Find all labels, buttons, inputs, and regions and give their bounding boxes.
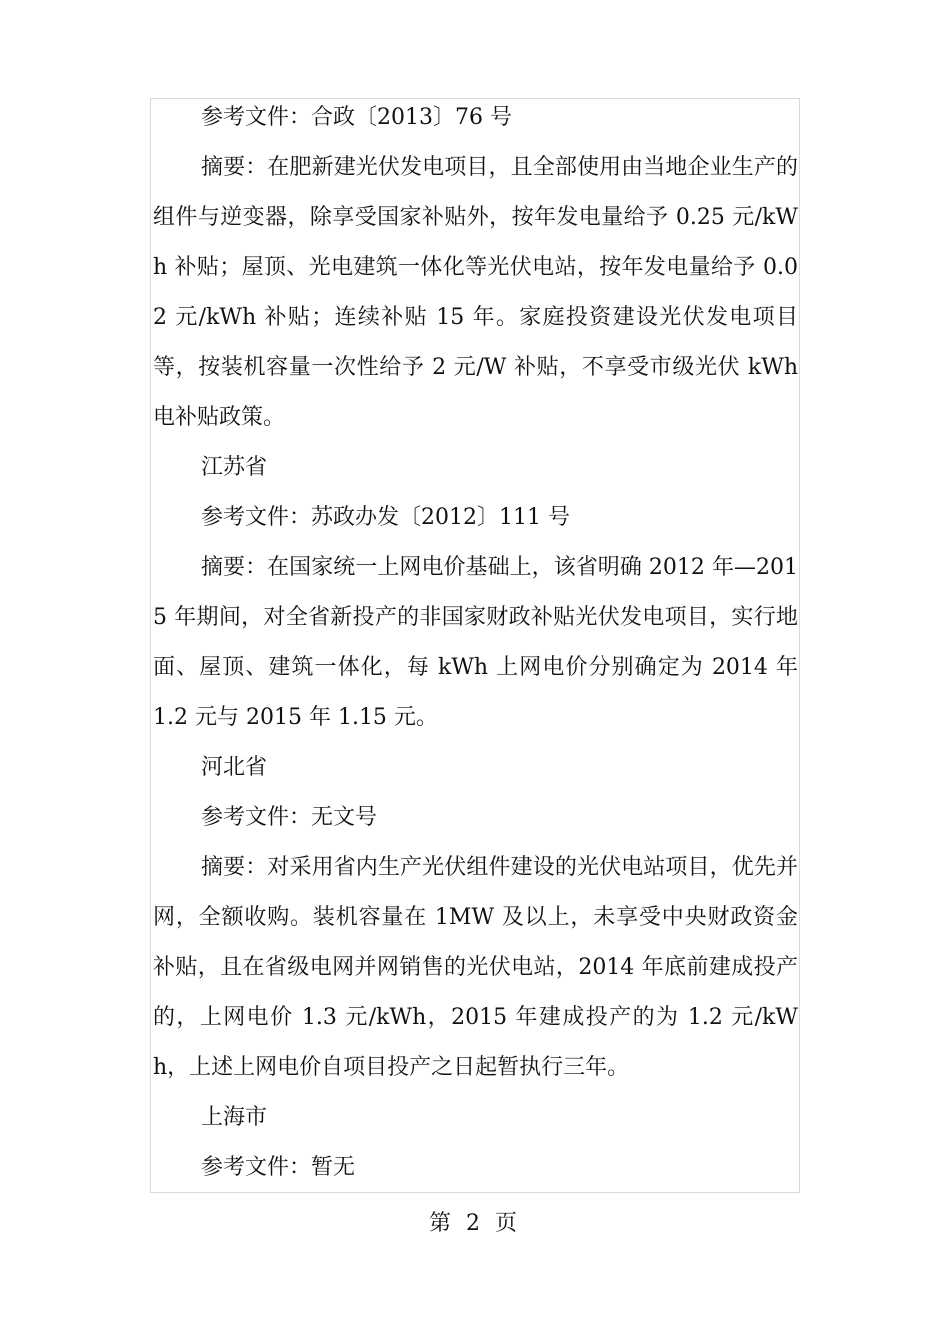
shanghai-reference: 参考文件：暂无 [201,1155,356,1180]
hefei-reference: 参考文件：合政〔2013〕76 号 [201,105,512,130]
jiangsu-title: 江苏省 [201,455,268,480]
jiangsu-reference: 参考文件：苏政办发〔2012〕111 号 [201,505,570,530]
document-body [153,93,798,1193]
hebei-summary: 摘要：对采用省内生产光伏组件建设的光伏电站项目，优先并网，全额收购。装机容量在 1MW 及以上，未享受中央财政资金补贴，且在省级电网并网销售的光伏电站，2014 年底前建成投产的，上网电价 1.3 元/kWh，2015 年建成投产的为 1.2 元/kWh，上述上网电价自项目投产之日起暂执行三年。 [153,855,798,1080]
hefei-summary: 摘要：在肥新建光伏发电项目，且全部使用由当地企业生产的组件与逆变器，除享受国家补贴外，按年发电量给予 0.25 元/kWh 补贴；屋顶、光电建筑一体化等光伏电站，按年发电量给予 0.02 元/kWh 补贴；连续补贴 15 年。家庭投资建设光伏发电项目等，按装机容量一次性给予 2 元/W 补贴，不享受市级光伏 kWh 电补贴政策。 [153,155,798,430]
hebei-reference: 参考文件：无文号 [201,805,378,830]
page-number: 第 2 页 [429,1211,521,1236]
shanghai-title: 上海市 [201,1105,268,1130]
jiangsu-summary: 摘要：在国家统一上网电价基础上，该省明确 2012 年—2015 年期间，对全省新投产的非国家财政补贴光伏发电项目，实行地面、屋顶、建筑一体化，每 kWh 上网电价分别确定为 2014 年 1.2 元与 2015 年 1.15 元。 [153,555,798,730]
hebei-title: 河北省 [201,755,268,780]
